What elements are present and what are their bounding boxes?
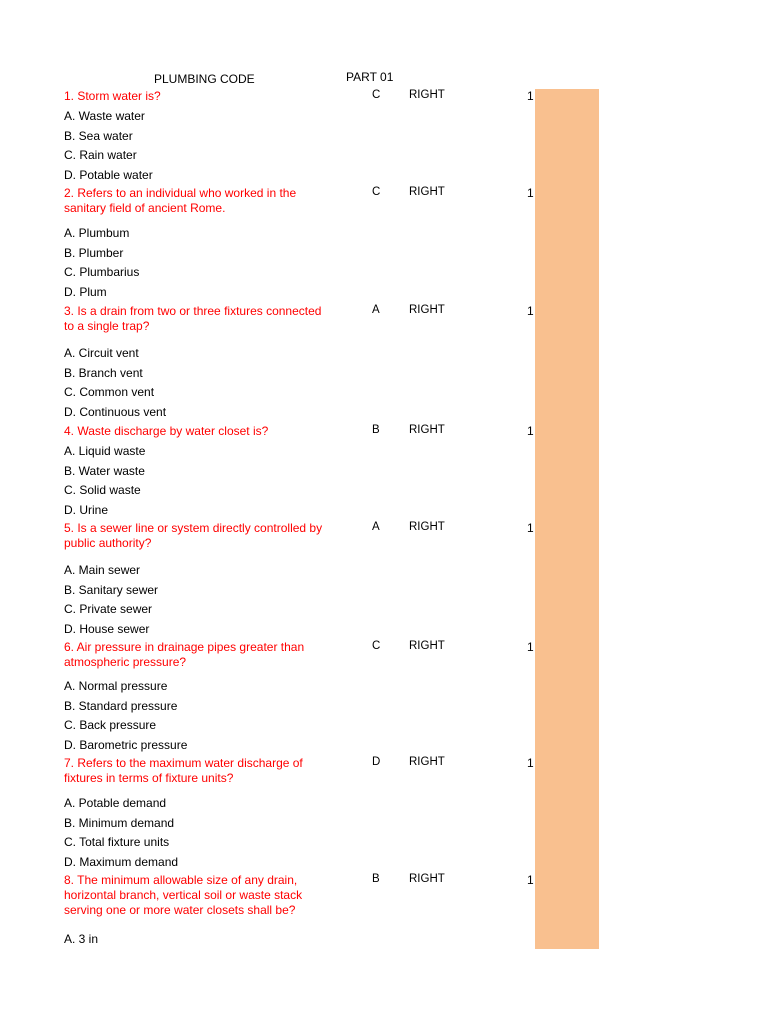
answer-key: A bbox=[372, 521, 380, 533]
score-value: 1 bbox=[527, 756, 534, 770]
answer-key: C bbox=[372, 186, 381, 198]
answer-option: C. Rain water bbox=[64, 148, 137, 162]
answer-option: A. Plumbum bbox=[64, 226, 130, 240]
question-text: fixtures in terms of fixture units? bbox=[64, 771, 234, 785]
result-status: RIGHT bbox=[409, 304, 445, 316]
answer-option: B. Water waste bbox=[64, 463, 145, 478]
result-status: RIGHT bbox=[409, 521, 445, 533]
question-text: 1. Storm water is? bbox=[64, 89, 161, 103]
answer-option: D. Barometric pressure bbox=[64, 737, 188, 752]
answer-key: C bbox=[372, 89, 381, 101]
answer-option: C. Solid waste bbox=[64, 483, 141, 497]
answer-option: A. Liquid waste bbox=[64, 444, 146, 458]
question-text: 6. Air pressure in drainage pipes greater than bbox=[64, 640, 305, 654]
answer-option: D. Continuous vent bbox=[64, 404, 167, 419]
answer-key: C bbox=[372, 640, 381, 652]
score-value: 1 bbox=[527, 873, 534, 887]
answer-option: A. 3 in bbox=[64, 932, 99, 946]
answer-option: B. Plumber bbox=[64, 245, 124, 260]
question-text: 3. Is a drain from two or three fixtures connected bbox=[64, 304, 322, 318]
answer-option: A. Circuit vent bbox=[64, 346, 139, 360]
result-status: RIGHT bbox=[409, 873, 445, 885]
question-text: horizontal branch, vertical soil or waste stack bbox=[64, 888, 303, 902]
answer-option: B. Minimum demand bbox=[64, 815, 175, 830]
question-text: 7. Refers to the maximum water discharge of bbox=[64, 756, 303, 770]
answer-option: D. Urine bbox=[64, 502, 109, 517]
answer-option: B. Sea water bbox=[64, 128, 133, 143]
answer-option: C. Plumbarius bbox=[64, 265, 140, 279]
result-status: RIGHT bbox=[409, 186, 445, 198]
page-title: PLUMBING CODE bbox=[154, 72, 255, 86]
answer-option: C. Common vent bbox=[64, 385, 155, 399]
answer-key: B bbox=[372, 873, 380, 885]
question-text: 8. The minimum allowable size of any drain, bbox=[64, 873, 298, 887]
score-value: 1 bbox=[527, 89, 534, 103]
question-text: 5. Is a sewer line or system directly controlled by bbox=[64, 521, 323, 535]
question-text: sanitary field of ancient Rome. bbox=[64, 201, 226, 215]
part-label: PART 01 bbox=[346, 70, 394, 84]
question-text: public authority? bbox=[64, 536, 152, 550]
answer-option: C. Back pressure bbox=[64, 718, 157, 732]
answer-option: D. Plum bbox=[64, 284, 107, 299]
answer-option: B. Sanitary sewer bbox=[64, 582, 159, 597]
question-text: 4. Waste discharge by water closet is? bbox=[64, 424, 269, 438]
answer-option: D. House sewer bbox=[64, 621, 150, 636]
answer-key: A bbox=[372, 304, 380, 316]
result-status: RIGHT bbox=[409, 756, 445, 768]
answer-option: D. Maximum demand bbox=[64, 854, 179, 869]
score-value: 1 bbox=[527, 640, 534, 654]
answer-option: A. Waste water bbox=[64, 109, 145, 123]
score-value: 1 bbox=[527, 304, 534, 318]
score-column-shading bbox=[535, 89, 599, 949]
answer-option: C. Private sewer bbox=[64, 602, 153, 616]
score-value: 1 bbox=[527, 186, 534, 200]
answer-key: D bbox=[372, 756, 381, 768]
answer-key: B bbox=[372, 424, 380, 436]
question-text: 2. Refers to an individual who worked in the bbox=[64, 186, 297, 200]
question-text: serving one or more water closets shall be? bbox=[64, 903, 296, 917]
answer-option: A. Potable demand bbox=[64, 796, 167, 810]
result-status: RIGHT bbox=[409, 640, 445, 652]
question-text: atmospheric pressure? bbox=[64, 655, 187, 669]
answer-option: B. Standard pressure bbox=[64, 698, 178, 713]
answer-option: B. Branch vent bbox=[64, 365, 143, 380]
answer-option: C. Total fixture units bbox=[64, 835, 170, 849]
result-status: RIGHT bbox=[409, 424, 445, 436]
score-value: 1 bbox=[527, 521, 534, 535]
score-value: 1 bbox=[527, 424, 534, 438]
answer-option: D. Potable water bbox=[64, 167, 153, 182]
answer-option: A. Main sewer bbox=[64, 563, 141, 577]
question-text: to a single trap? bbox=[64, 319, 150, 333]
answer-option: A. Normal pressure bbox=[64, 679, 168, 693]
result-status: RIGHT bbox=[409, 89, 445, 101]
